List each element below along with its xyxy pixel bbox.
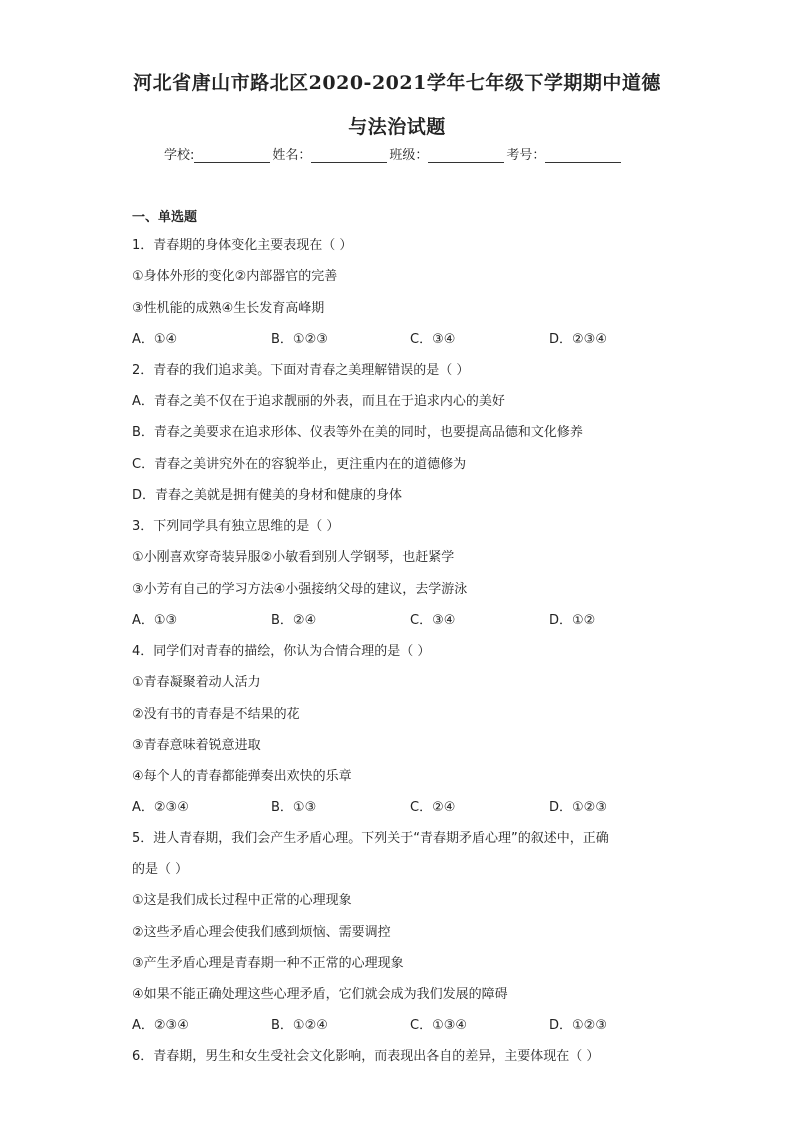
name-label: 姓名： — [272, 148, 312, 163]
question-5-item: ①这是我们成长过程中正常的心理现象 — [132, 893, 352, 908]
question-3-option-b[interactable]: B．②④ — [271, 613, 317, 628]
question-4-option-c[interactable]: C．②④ — [410, 800, 456, 815]
exam-no-blank[interactable] — [545, 148, 621, 163]
question-2-option-b[interactable]: B．青春之美要求在追求形体、仪表等外在美的同时，也要提高品德和文化修养 — [132, 425, 583, 440]
question-4-item: ①青春凝聚着动人活力 — [132, 675, 261, 690]
question-5-item: ③产生矛盾心理是青春期一种不正常的心理现象 — [132, 956, 404, 971]
section-heading: 一、单选题 — [132, 210, 198, 225]
question-5-option-b[interactable]: B．①②④ — [271, 1018, 328, 1033]
question-3-option-d[interactable]: D．①② — [549, 613, 596, 628]
question-4-item: ④每个人的青春都能弹奏出欢快的乐章 — [132, 769, 352, 784]
page-title-line1: 河北省唐山市路北区2020-2021学年七年级下学期期中道德 — [133, 72, 661, 94]
question-1-item: ①身体外形的变化②内部器官的完善 — [132, 269, 338, 284]
question-1-option-d[interactable]: D．②③④ — [549, 332, 607, 347]
question-3-item: ③小芳有自己的学习方法④小强接纳父母的建议，去学游泳 — [132, 582, 468, 597]
question-5-item: ②这些矛盾心理会使我们感到烦恼、需要调控 — [132, 925, 391, 940]
question-5-option-a[interactable]: A．②③④ — [132, 1018, 189, 1033]
question-3-option-a[interactable]: A．①③ — [132, 613, 178, 628]
class-label: 班级： — [389, 148, 429, 163]
question-1-option-a[interactable]: A．①④ — [132, 332, 178, 347]
question-3-stem: 3．下列同学具有独立思维的是（ ） — [132, 519, 340, 534]
question-5-stem: 5．进人青春期，我们会产生矛盾心理。下列关于“青春期矛盾心理”的叙述中，正确 — [132, 831, 609, 846]
question-3-option-c[interactable]: C．③④ — [410, 613, 456, 628]
class-blank[interactable] — [428, 148, 504, 163]
page-title-line2: 与法治试题 — [348, 116, 446, 138]
question-2-stem: 2．青春的我们追求美。下面对青春之美理解错误的是（ ） — [132, 363, 470, 378]
question-5-option-c[interactable]: C．①③④ — [410, 1018, 468, 1033]
school-blank[interactable] — [194, 148, 270, 163]
name-blank[interactable] — [311, 148, 387, 163]
question-6-stem: 6．青春期，男生和女生受社会文化影响，而表现出各自的差异，主要体现在（ ） — [132, 1049, 600, 1064]
question-4-option-d[interactable]: D．①②③ — [549, 800, 607, 815]
question-1-stem: 1．青春期的身体变化主要表现在（ ） — [132, 238, 353, 253]
question-1-option-c[interactable]: C．③④ — [410, 332, 456, 347]
school-label: 学校: — [164, 148, 195, 163]
question-4-item: ②没有书的青春是不结果的花 — [132, 707, 300, 722]
question-2-option-a[interactable]: A．青春之美不仅在于追求靓丽的外表，而且在于追求内心的美好 — [132, 394, 505, 409]
question-1-option-b[interactable]: B．①②③ — [271, 332, 328, 347]
question-2-option-d[interactable]: D．青春之美就是拥有健美的身材和健康的身体 — [132, 488, 403, 503]
question-4-stem: 4．同学们对青春的描绘，你认为合情合理的是（ ） — [132, 644, 431, 659]
question-1-item: ③性机能的成熟④生长发育高峰期 — [132, 301, 325, 316]
question-5-item: ④如果不能正确处理这些心理矛盾，它们就会成为我们发展的障碍 — [132, 987, 508, 1002]
question-4-item: ③青春意味着锐意进取 — [132, 738, 261, 753]
question-4-option-b[interactable]: B．①③ — [271, 800, 317, 815]
question-2-option-c[interactable]: C．青春之美讲究外在的容貌举止，更注重内在的道德修为 — [132, 457, 467, 472]
question-5-stem-continued: 的是（ ） — [132, 862, 189, 877]
question-4-option-a[interactable]: A．②③④ — [132, 800, 189, 815]
exam-no-label: 考号： — [506, 148, 546, 163]
question-5-option-d[interactable]: D．①②③ — [549, 1018, 607, 1033]
student-info-row — [164, 144, 623, 163]
question-3-item: ①小刚喜欢穿奇装异服②小敏看到别人学钢琴，也赶紧学 — [132, 550, 455, 565]
